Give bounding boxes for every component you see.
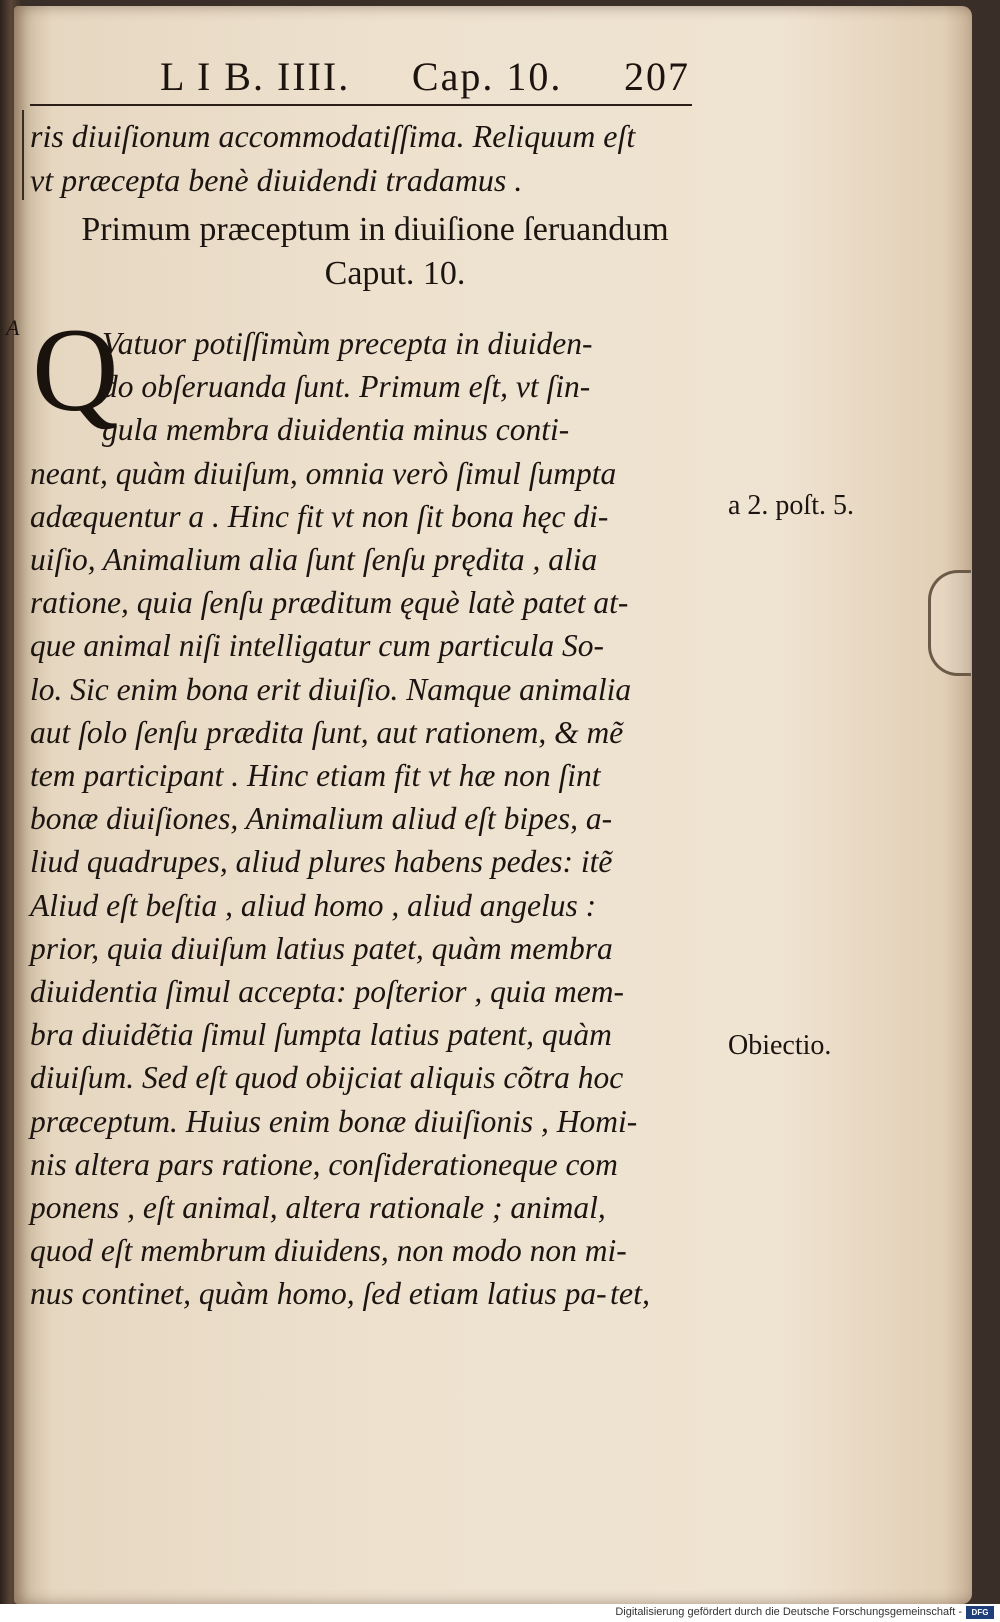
chapter-heading <box>30 208 720 296</box>
header-rule <box>30 104 692 106</box>
text-line: que animal niſi intelligatur cum particula So- <box>30 628 604 664</box>
text-line: aut ſolo ſenſu prædita ſunt, aut rationem, & mẽ <box>30 714 624 750</box>
text-line: bonæ diuiſiones, Animalium aliud eſt bipes, a- <box>30 801 613 837</box>
text-line: bra diuidẽtia ſimul ſumpta latius patent, quàm <box>30 1017 612 1053</box>
main-paragraph <box>30 303 710 1316</box>
text-line: ponens , eſt animal, altera rationale ; animal, <box>30 1190 606 1226</box>
chapter-title-line: Primum præceptum in diuiſione ſeruandum <box>81 211 669 248</box>
text-line: quod eſt membrum diuidens, non modo non mi- <box>30 1233 627 1269</box>
gutter-rule <box>22 110 28 200</box>
running-header <box>160 50 690 100</box>
header-chapter: Cap. 10. <box>411 54 563 99</box>
text-line: diuidentia ſimul accepta: poſterior , quia mem- <box>30 974 625 1010</box>
text-line: prior, quia diuiſum latius patet, quàm membra <box>30 930 613 966</box>
margin-note-objection: Obiectio. <box>728 1030 832 1061</box>
text-line: liud quadrupes, aliud plures habens pedes: itẽ <box>30 844 613 880</box>
text-line: diuiſum. Sed eſt quod obijciat aliquis cõtra hoc <box>30 1060 624 1096</box>
text-line: ris diuiſionum accommodatiſſima. Reliquum eſt <box>30 118 636 154</box>
text-line: neant, quàm diuiſum, omnia verò ſimul ſumpta <box>30 455 617 491</box>
text-line: Aliud eſt beſtia , aliud homo , aliud angelus : <box>30 887 597 923</box>
text-line: Vatuor potiſſimùm precepta in diuiden- <box>102 326 593 361</box>
header-book: L I B. IIII. <box>160 54 351 99</box>
text-line: adæquentur a . Hinc fit vt non ſit bona hęc di- <box>30 498 609 534</box>
section-marker: A <box>6 315 20 340</box>
text-line: nus continet, quàm homo, ſed etiam latius pa- <box>30 1276 607 1312</box>
text-line: nis altera pars ratione, conſiderationeque com <box>30 1146 618 1182</box>
text-line: præceptum. Huius enim bonæ diuiſionis , Homi- <box>30 1103 638 1139</box>
chapter-title-caput: Caput. 10. <box>324 255 466 292</box>
text-line: lo. Sic enim bona erit diuiſio. Namque animalia <box>30 671 632 707</box>
text-line: tem participant . Hinc etiam fit vt hæ non ſint <box>30 758 601 794</box>
margin-note-reference: a 2. poſt. 5. <box>728 490 854 521</box>
footer-credit: Digitalisierung gefördert durch die Deutsche Forschungsgemeinschaft - <box>615 1606 962 1618</box>
bleed-through <box>760 100 766 134</box>
text-line: uiſio, Animalium alia ſunt ſenſu prędita , alia <box>30 542 598 578</box>
catchword: tet, <box>610 1275 650 1311</box>
text-line: ratione, quia ſenſu præditum ęquè latè patet at- <box>30 585 629 621</box>
text-line: gula membra diuidentia minus conti- <box>102 412 570 448</box>
text-line: vt præcepta benè diuidendi tradamus . <box>30 161 523 198</box>
drop-cap: Q <box>32 303 119 436</box>
page-tab-mark <box>928 570 971 676</box>
intro-text <box>30 115 720 202</box>
dfg-logo-icon: DFG <box>966 1606 994 1619</box>
digitization-footer <box>0 1604 1000 1622</box>
text-line: do obſeruanda ſunt. Primum eſt, vt ſin- <box>102 369 591 405</box>
page-number: 207 <box>623 54 690 99</box>
